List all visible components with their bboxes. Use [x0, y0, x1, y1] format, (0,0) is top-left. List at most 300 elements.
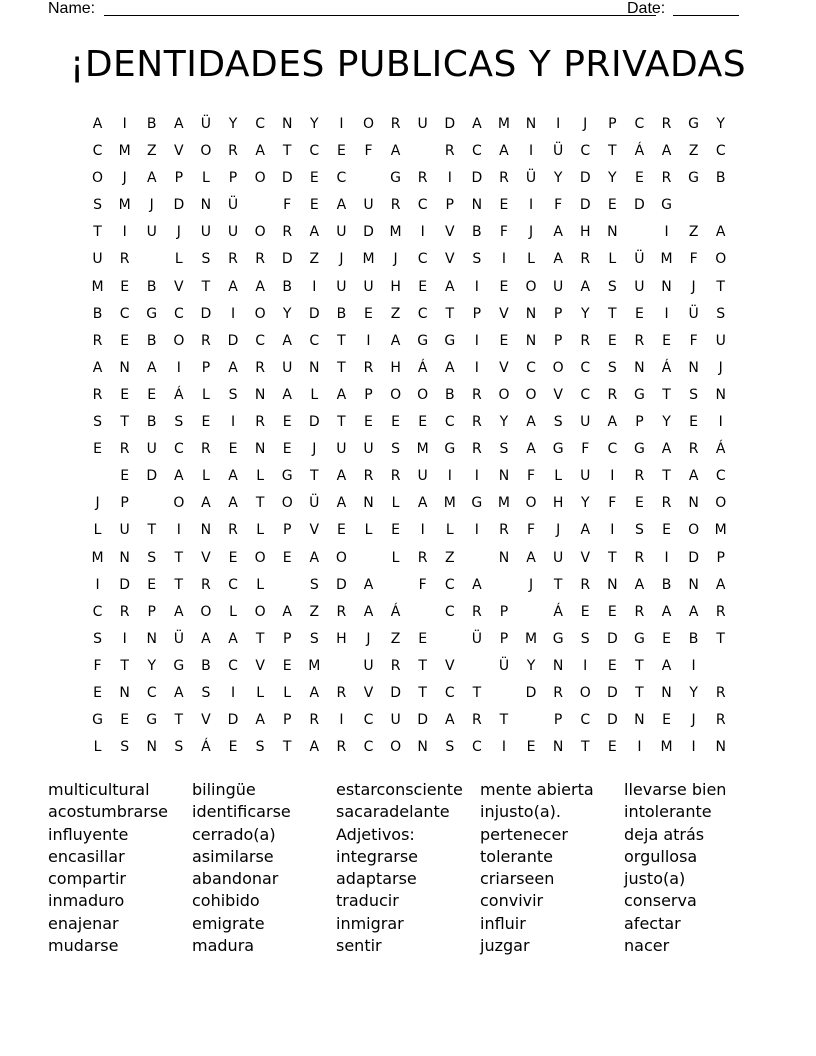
grid-cell[interactable]: L — [364, 522, 373, 539]
grid-cell[interactable]: B — [146, 332, 157, 349]
grid-cell[interactable]: P — [553, 305, 563, 322]
grid-cell[interactable] — [382, 572, 409, 599]
grid-cell[interactable]: N — [119, 549, 130, 566]
grid-cell[interactable] — [328, 653, 355, 680]
grid-cell[interactable]: I — [339, 712, 344, 729]
grid-cell[interactable]: U — [580, 468, 591, 485]
grid-cell[interactable]: E — [391, 414, 400, 431]
grid-cell[interactable]: Ü — [688, 305, 699, 322]
grid-cell[interactable]: E — [201, 414, 211, 431]
grid-cell[interactable]: A — [228, 359, 238, 376]
grid-cell[interactable]: A — [174, 684, 184, 701]
grid-cell[interactable]: A — [228, 495, 238, 512]
grid-cell[interactable]: E — [391, 522, 400, 539]
grid-cell[interactable]: R — [363, 468, 374, 485]
grid-cell[interactable]: I — [528, 143, 534, 160]
grid-cell[interactable]: N — [498, 549, 510, 566]
grid-cell[interactable]: A — [146, 359, 157, 376]
grid-cell[interactable]: U — [390, 712, 401, 729]
grid-cell[interactable]: P — [553, 332, 563, 349]
grid-cell[interactable]: P — [147, 603, 156, 620]
grid-cell[interactable]: U — [336, 278, 347, 295]
grid-cell[interactable]: G — [552, 630, 564, 647]
grid-cell[interactable]: I — [610, 468, 615, 485]
grid-cell[interactable]: Y — [228, 116, 238, 132]
grid-cell[interactable]: E — [418, 278, 428, 295]
grid-cell[interactable]: V — [499, 305, 509, 322]
grid-cell[interactable]: C — [228, 657, 238, 674]
grid-cell[interactable]: O — [715, 251, 727, 268]
grid-cell[interactable]: N — [607, 576, 618, 593]
grid-cell[interactable]: C — [715, 468, 726, 485]
grid-cell[interactable]: T — [337, 359, 346, 376]
grid-cell[interactable]: T — [716, 630, 725, 647]
grid-cell[interactable]: E — [120, 278, 130, 295]
grid-cell[interactable]: R — [417, 170, 428, 187]
grid-cell[interactable]: O — [525, 278, 537, 295]
grid-cell[interactable]: R — [715, 712, 726, 729]
grid-cell[interactable]: U — [417, 116, 428, 132]
grid-cell[interactable]: D — [200, 305, 212, 322]
grid-cell[interactable]: C — [471, 143, 482, 160]
grid-cell[interactable]: V — [255, 657, 265, 674]
grid-cell[interactable]: A — [417, 495, 428, 512]
grid-cell[interactable]: S — [93, 197, 102, 214]
grid-cell[interactable]: R — [471, 441, 482, 458]
grid-cell[interactable] — [490, 572, 517, 599]
grid-cell[interactable]: R — [661, 116, 672, 132]
grid-cell[interactable]: I — [176, 522, 181, 539]
grid-cell[interactable]: M — [525, 630, 538, 647]
grid-cell[interactable] — [518, 599, 545, 626]
grid-cell[interactable]: L — [608, 251, 617, 268]
grid-cell[interactable]: V — [174, 143, 184, 160]
grid-cell[interactable]: O — [390, 386, 402, 403]
grid-cell[interactable]: A — [390, 143, 401, 160]
grid-cell[interactable]: D — [227, 712, 239, 729]
grid-cell[interactable]: G — [688, 116, 700, 132]
grid-cell[interactable]: A — [661, 143, 672, 160]
grid-cell[interactable]: I — [420, 224, 425, 241]
grid-cell[interactable]: D — [444, 116, 456, 132]
grid-cell[interactable]: A — [661, 441, 672, 458]
grid-cell[interactable]: O — [254, 224, 266, 241]
grid-cell[interactable]: G — [552, 441, 564, 458]
grid-cell[interactable]: F — [499, 224, 508, 241]
grid-cell[interactable]: E — [580, 603, 590, 620]
grid-cell[interactable]: D — [146, 468, 158, 485]
grid-cell[interactable]: B — [146, 116, 157, 132]
grid-cell[interactable] — [409, 138, 436, 165]
grid-cell[interactable]: J — [583, 116, 588, 132]
grid-cell[interactable]: N — [552, 739, 564, 756]
grid-cell[interactable]: S — [147, 549, 157, 566]
grid-cell[interactable]: M — [443, 495, 456, 512]
grid-cell[interactable]: O — [254, 170, 266, 187]
grid-cell[interactable]: R — [228, 522, 238, 539]
grid-cell[interactable]: T — [174, 576, 184, 593]
grid-cell[interactable]: D — [173, 197, 185, 214]
grid-cell[interactable]: P — [201, 359, 211, 376]
grid-cell[interactable]: R — [228, 143, 238, 160]
grid-cell[interactable]: P — [499, 630, 509, 647]
grid-cell[interactable]: C — [444, 576, 455, 593]
grid-cell[interactable]: E — [689, 414, 699, 431]
grid-cell[interactable]: N — [661, 278, 672, 295]
grid-cell[interactable]: P — [608, 116, 617, 132]
grid-cell[interactable]: Y — [689, 684, 698, 701]
grid-cell[interactable]: A — [255, 143, 265, 160]
grid-cell[interactable]: A — [553, 224, 563, 241]
grid-cell[interactable]: R — [661, 495, 672, 512]
grid-cell[interactable]: S — [553, 414, 563, 431]
grid-cell[interactable]: R — [255, 359, 265, 376]
grid-cell[interactable]: L — [93, 739, 102, 756]
grid-cell[interactable]: C — [526, 359, 536, 376]
grid-cell[interactable]: A — [634, 576, 645, 593]
grid-cell[interactable]: Z — [444, 549, 455, 566]
grid-cell[interactable]: A — [336, 468, 347, 485]
grid-cell[interactable]: A — [309, 684, 320, 701]
grid-cell[interactable]: E — [120, 332, 130, 349]
grid-cell[interactable]: O — [688, 522, 700, 539]
grid-cell[interactable]: N — [498, 468, 510, 485]
grid-cell[interactable]: E — [607, 739, 617, 756]
grid-cell[interactable]: V — [499, 359, 509, 376]
grid-cell[interactable]: D — [606, 712, 618, 729]
grid-cell[interactable]: A — [607, 414, 618, 431]
grid-cell[interactable]: U — [227, 224, 239, 241]
grid-cell[interactable]: Y — [608, 170, 617, 187]
grid-cell[interactable]: S — [228, 386, 238, 403]
grid-cell[interactable]: E — [499, 278, 509, 295]
grid-cell[interactable]: A — [282, 386, 292, 403]
grid-cell[interactable]: A — [526, 441, 536, 458]
grid-cell[interactable]: F — [93, 657, 102, 674]
grid-cell[interactable]: E — [634, 305, 644, 322]
grid-cell[interactable]: P — [120, 495, 129, 512]
grid-cell[interactable]: Y — [147, 657, 157, 674]
grid-cell[interactable]: L — [174, 251, 183, 268]
grid-cell[interactable]: B — [715, 170, 726, 187]
grid-cell[interactable]: B — [472, 224, 482, 241]
grid-cell[interactable]: A — [444, 359, 455, 376]
grid-cell[interactable]: G — [633, 441, 645, 458]
grid-cell[interactable]: H — [579, 224, 591, 241]
grid-cell[interactable]: J — [122, 170, 127, 187]
grid-cell[interactable]: T — [255, 630, 265, 647]
grid-cell[interactable]: Y — [526, 657, 536, 674]
grid-cell[interactable]: R — [119, 251, 130, 268]
grid-cell[interactable]: N — [688, 359, 699, 376]
grid-cell[interactable] — [138, 246, 165, 273]
grid-cell[interactable]: B — [201, 657, 211, 674]
grid-cell[interactable]: Ü — [553, 143, 564, 160]
grid-cell[interactable]: E — [499, 332, 509, 349]
grid-cell[interactable]: C — [309, 332, 320, 349]
grid-cell[interactable]: S — [255, 739, 265, 756]
grid-cell[interactable]: B — [146, 278, 157, 295]
date-line[interactable] — [673, 15, 739, 16]
grid-cell[interactable]: I — [474, 359, 479, 376]
grid-cell[interactable]: N — [688, 495, 699, 512]
grid-cell[interactable]: H — [390, 278, 401, 295]
grid-cell[interactable]: J — [528, 576, 534, 593]
grid-cell[interactable]: N — [200, 522, 212, 539]
grid-cell[interactable]: R — [255, 414, 265, 431]
grid-cell[interactable]: N — [281, 116, 293, 132]
grid-cell[interactable]: A — [228, 278, 238, 295]
grid-cell[interactable]: T — [662, 468, 671, 485]
grid-cell[interactable]: L — [554, 468, 563, 485]
grid-cell[interactable]: A — [363, 576, 374, 593]
grid-cell[interactable]: T — [282, 739, 292, 756]
grid-cell[interactable]: U — [363, 657, 374, 674]
grid-cell[interactable]: E — [418, 630, 428, 647]
grid-cell[interactable]: D — [634, 197, 645, 214]
grid-cell[interactable]: H — [390, 359, 401, 376]
grid-cell[interactable]: O — [200, 143, 212, 160]
grid-cell[interactable]: E — [364, 414, 373, 431]
grid-cell[interactable]: S — [716, 305, 726, 322]
grid-cell[interactable]: G — [146, 712, 158, 729]
grid-cell[interactable]: D — [390, 684, 401, 701]
grid-cell[interactable]: P — [445, 197, 454, 214]
grid-cell[interactable]: S — [580, 630, 590, 647]
grid-cell[interactable]: T — [608, 143, 617, 160]
grid-cell[interactable]: F — [608, 495, 617, 512]
grid-cell[interactable]: E — [228, 441, 238, 458]
grid-cell[interactable]: A — [282, 332, 292, 349]
grid-cell[interactable]: N — [607, 224, 618, 241]
grid-cell[interactable]: R — [471, 603, 482, 620]
grid-cell[interactable]: O — [173, 495, 185, 512]
grid-cell[interactable]: I — [637, 739, 642, 756]
grid-cell[interactable]: R — [92, 332, 103, 349]
grid-cell[interactable] — [84, 463, 111, 490]
grid-cell[interactable]: C — [417, 197, 428, 214]
grid-cell[interactable]: A — [92, 116, 103, 132]
grid-cell[interactable]: I — [691, 657, 696, 674]
grid-cell[interactable]: O — [525, 386, 537, 403]
grid-cell[interactable]: E — [228, 739, 238, 756]
grid-cell[interactable]: Ü — [173, 630, 184, 647]
grid-cell[interactable]: S — [689, 386, 699, 403]
grid-cell[interactable]: A — [201, 630, 211, 647]
grid-cell[interactable]: C — [715, 143, 726, 160]
grid-cell[interactable]: U — [634, 278, 645, 295]
grid-cell[interactable] — [436, 626, 463, 653]
grid-cell[interactable]: R — [201, 332, 211, 349]
grid-cell[interactable]: L — [202, 468, 210, 485]
grid-cell[interactable]: R — [309, 712, 320, 729]
grid-cell[interactable]: R — [499, 170, 509, 187]
grid-cell[interactable]: R — [661, 170, 672, 187]
grid-cell[interactable]: L — [527, 251, 535, 268]
grid-cell[interactable]: S — [309, 630, 319, 647]
grid-cell[interactable]: T — [608, 305, 617, 322]
grid-cell[interactable]: E — [147, 386, 157, 403]
grid-cell[interactable]: C — [444, 603, 455, 620]
grid-cell[interactable]: R — [363, 359, 374, 376]
grid-cell[interactable]: O — [254, 603, 266, 620]
grid-cell[interactable]: S — [93, 414, 102, 431]
grid-cell[interactable]: P — [282, 522, 292, 539]
grid-cell[interactable]: R — [715, 603, 726, 620]
grid-cell[interactable]: T — [255, 495, 265, 512]
grid-cell[interactable]: R — [444, 143, 455, 160]
grid-cell[interactable] — [490, 680, 517, 707]
grid-cell[interactable]: A — [553, 251, 563, 268]
grid-cell[interactable]: R — [607, 386, 618, 403]
grid-cell[interactable]: Y — [310, 116, 319, 132]
grid-cell[interactable]: E — [634, 170, 644, 187]
grid-cell[interactable]: C — [363, 739, 374, 756]
grid-cell[interactable]: T — [174, 712, 184, 729]
grid-cell[interactable]: C — [417, 251, 428, 268]
grid-cell[interactable]: N — [254, 386, 266, 403]
grid-cell[interactable]: I — [691, 739, 696, 756]
grid-cell[interactable]: T — [282, 143, 292, 160]
grid-cell[interactable]: M — [714, 522, 727, 539]
grid-cell[interactable]: L — [256, 522, 265, 539]
grid-cell[interactable]: N — [525, 305, 537, 322]
grid-cell[interactable]: A — [336, 386, 347, 403]
grid-cell[interactable]: S — [499, 441, 509, 458]
grid-cell[interactable]: D — [606, 630, 618, 647]
grid-cell[interactable]: E — [526, 739, 536, 756]
grid-cell[interactable]: T — [635, 684, 644, 701]
grid-cell[interactable]: Y — [580, 495, 590, 512]
grid-cell[interactable]: B — [444, 386, 455, 403]
grid-cell[interactable]: G — [688, 170, 700, 187]
grid-cell[interactable]: T — [499, 712, 509, 729]
grid-cell[interactable]: Á — [201, 739, 211, 756]
grid-cell[interactable]: M — [497, 495, 510, 512]
grid-cell[interactable]: O — [715, 495, 727, 512]
grid-cell[interactable]: L — [310, 386, 319, 403]
grid-cell[interactable]: C — [255, 332, 265, 349]
grid-cell[interactable]: B — [92, 305, 103, 322]
grid-cell[interactable]: A — [661, 657, 672, 674]
grid-cell[interactable]: H — [552, 495, 564, 512]
grid-cell[interactable]: A — [526, 549, 536, 566]
grid-cell[interactable]: C — [471, 739, 482, 756]
grid-cell[interactable]: P — [364, 386, 373, 403]
grid-cell[interactable]: A — [255, 278, 265, 295]
grid-cell[interactable]: N — [309, 359, 320, 376]
grid-cell[interactable]: L — [256, 684, 265, 701]
grid-cell[interactable]: I — [610, 522, 615, 539]
grid-cell[interactable]: C — [228, 576, 238, 593]
grid-cell[interactable]: M — [660, 251, 673, 268]
grid-cell[interactable]: Ü — [525, 170, 537, 187]
grid-cell[interactable]: F — [527, 468, 536, 485]
grid-cell[interactable]: J — [718, 359, 723, 376]
grid-cell[interactable]: C — [92, 603, 103, 620]
grid-cell[interactable]: I — [664, 305, 669, 322]
grid-cell[interactable]: A — [580, 522, 591, 539]
grid-cell[interactable]: T — [445, 305, 455, 322]
grid-cell[interactable]: U — [119, 522, 130, 539]
grid-cell[interactable]: C — [580, 359, 591, 376]
grid-cell[interactable]: R — [634, 332, 645, 349]
grid-cell[interactable]: Á — [634, 143, 645, 160]
grid-cell[interactable]: V — [580, 549, 591, 566]
grid-cell[interactable]: M — [91, 278, 104, 295]
grid-cell[interactable]: I — [474, 332, 479, 349]
grid-cell[interactable]: M — [389, 224, 402, 241]
grid-cell[interactable]: A — [201, 495, 211, 512]
grid-cell[interactable]: D — [417, 712, 429, 729]
grid-cell[interactable]: E — [662, 522, 671, 539]
grid-cell[interactable]: D — [688, 549, 699, 566]
grid-cell[interactable]: M — [308, 657, 321, 674]
grid-cell[interactable]: I — [122, 224, 127, 241]
grid-cell[interactable]: V — [309, 522, 320, 539]
grid-cell[interactable]: R — [336, 603, 347, 620]
grid-cell[interactable]: A — [174, 468, 184, 485]
grid-cell[interactable]: L — [445, 522, 454, 539]
grid-cell[interactable]: J — [366, 630, 371, 647]
grid-cell[interactable]: I — [718, 414, 723, 431]
grid-cell[interactable]: T — [120, 414, 129, 431]
grid-cell[interactable]: M — [416, 441, 429, 458]
grid-cell[interactable]: J — [312, 441, 317, 458]
grid-cell[interactable]: E — [607, 332, 617, 349]
grid-cell[interactable]: R — [390, 657, 401, 674]
grid-cell[interactable]: I — [474, 278, 479, 295]
grid-cell[interactable]: C — [173, 305, 184, 322]
grid-cell[interactable]: C — [444, 684, 455, 701]
grid-cell[interactable]: I — [122, 630, 127, 647]
grid-cell[interactable]: C — [363, 712, 374, 729]
grid-cell[interactable]: R — [282, 224, 293, 241]
grid-cell[interactable]: S — [174, 414, 184, 431]
grid-cell[interactable]: T — [635, 657, 644, 674]
grid-cell[interactable]: Z — [146, 143, 157, 160]
grid-cell[interactable]: P — [635, 414, 644, 431]
grid-cell[interactable]: F — [689, 332, 698, 349]
grid-cell[interactable]: R — [553, 684, 563, 701]
grid-cell[interactable]: U — [715, 332, 726, 349]
grid-cell[interactable] — [247, 192, 274, 219]
grid-cell[interactable]: E — [309, 197, 319, 214]
grid-cell[interactable]: N — [363, 495, 374, 512]
grid-cell[interactable]: E — [607, 657, 617, 674]
grid-cell[interactable]: S — [445, 739, 455, 756]
grid-cell[interactable]: I — [122, 116, 127, 132]
grid-cell[interactable]: A — [336, 197, 347, 214]
grid-cell[interactable]: M — [497, 116, 510, 132]
grid-cell[interactable]: L — [256, 468, 265, 485]
grid-cell[interactable]: D — [119, 576, 131, 593]
grid-cell[interactable]: B — [336, 305, 347, 322]
grid-cell[interactable]: E — [147, 576, 157, 593]
grid-cell[interactable] — [680, 192, 707, 219]
grid-cell[interactable]: E — [282, 441, 292, 458]
grid-cell[interactable]: O — [417, 386, 429, 403]
grid-cell[interactable]: R — [201, 576, 211, 593]
grid-cell[interactable]: F — [689, 251, 698, 268]
grid-cell[interactable]: V — [363, 684, 374, 701]
grid-cell[interactable]: F — [527, 522, 536, 539]
grid-cell[interactable]: G — [173, 657, 185, 674]
grid-cell[interactable]: D — [471, 170, 483, 187]
grid-cell[interactable]: Y — [553, 170, 563, 187]
grid-cell[interactable]: T — [120, 657, 129, 674]
grid-cell[interactable]: C — [336, 170, 347, 187]
